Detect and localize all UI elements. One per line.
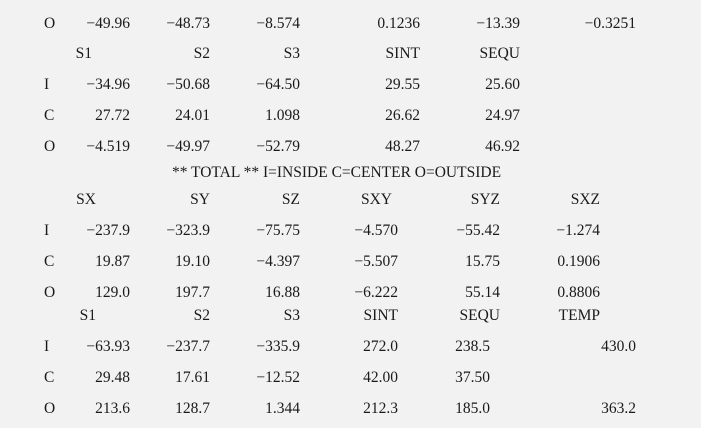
value-cell: −323.9	[166, 222, 210, 239]
value-cell: −13.39	[476, 15, 520, 32]
column-header: S2	[193, 307, 210, 324]
value-cell: 212.3	[363, 400, 398, 417]
value-cell: 17.61	[175, 369, 210, 386]
value-cell: 15.75	[465, 253, 500, 270]
column-header: S3	[283, 45, 300, 62]
value-cell: −75.75	[256, 222, 300, 239]
column-header: SYZ	[470, 191, 500, 208]
column-header: SINT	[363, 307, 398, 324]
table-row	[0, 73, 701, 97]
value-cell: −55.42	[456, 222, 500, 239]
table-row	[0, 281, 701, 305]
value-cell: 128.7	[175, 400, 210, 417]
column-header: SY	[190, 191, 210, 208]
value-cell: −5.507	[354, 253, 398, 270]
table-row	[0, 135, 701, 159]
value-cell: 27.72	[95, 107, 130, 124]
value-cell: −1.274	[556, 222, 600, 239]
value-cell: 46.92	[485, 138, 520, 155]
column-header: S1	[79, 307, 96, 324]
section-banner-text: ** TOTAL ** I=INSIDE C=CENTER O=OUTSIDE	[171, 164, 502, 181]
value-cell: 213.6	[95, 400, 130, 417]
value-cell: −12.52	[256, 369, 300, 386]
value-cell: 37.50	[455, 369, 490, 386]
value-cell: 363.2	[601, 400, 636, 417]
value-cell: 185.0	[455, 400, 490, 417]
value-cell: 55.14	[465, 284, 500, 301]
row-label: C	[44, 253, 55, 270]
value-cell: 26.62	[385, 107, 420, 124]
value-cell: −64.50	[256, 76, 300, 93]
value-cell: 1.098	[265, 107, 300, 124]
value-cell: 29.55	[385, 76, 420, 93]
value-cell: −34.96	[86, 76, 130, 93]
column-header: SEQU	[459, 307, 500, 324]
row-label: O	[44, 15, 56, 32]
row-label: I	[44, 76, 50, 93]
table-row	[0, 12, 701, 36]
value-cell: −4.397	[256, 253, 300, 270]
column-header: S2	[193, 45, 210, 62]
table-row	[0, 250, 701, 274]
column-header: TEMP	[558, 307, 600, 324]
value-cell: 238.5	[455, 338, 490, 355]
value-cell: 24.97	[485, 107, 520, 124]
column-header: SX	[76, 191, 96, 208]
value-cell: 272.0	[363, 338, 398, 355]
column-headers	[0, 188, 701, 212]
column-headers	[0, 42, 701, 66]
table-row	[0, 104, 701, 128]
value-cell: 129.0	[95, 284, 130, 301]
value-cell: 48.27	[385, 138, 420, 155]
value-cell: 16.88	[265, 284, 300, 301]
row-label: C	[44, 369, 55, 386]
column-header: SEQU	[479, 45, 520, 62]
value-cell: 29.48	[95, 369, 130, 386]
value-cell: −50.68	[166, 76, 210, 93]
table-row	[0, 219, 701, 243]
row-label: O	[44, 138, 56, 155]
row-label: I	[44, 222, 50, 239]
value-cell: 19.10	[175, 253, 210, 270]
column-header: SINT	[385, 45, 420, 62]
value-cell: −0.3251	[584, 15, 636, 32]
value-cell: −6.222	[354, 284, 398, 301]
value-cell: −237.9	[86, 222, 130, 239]
value-cell: 0.8806	[557, 284, 600, 301]
column-header: S3	[283, 307, 300, 324]
value-cell: 24.01	[175, 107, 210, 124]
row-label: I	[44, 338, 50, 355]
column-header: S1	[75, 45, 92, 62]
value-cell: −4.570	[354, 222, 398, 239]
value-cell: −335.9	[256, 338, 300, 355]
value-cell: 430.0	[601, 338, 636, 355]
column-headers	[0, 304, 701, 328]
table-row	[0, 335, 701, 359]
column-header: SXY	[360, 191, 392, 208]
value-cell: −49.96	[86, 15, 130, 32]
value-cell: −49.97	[166, 138, 210, 155]
column-header: SZ	[281, 191, 300, 208]
value-cell: 0.1236	[377, 15, 420, 32]
row-label: C	[44, 107, 55, 124]
value-cell: 42.00	[363, 369, 398, 386]
value-cell: −237.7	[166, 338, 210, 355]
column-header: SXZ	[570, 191, 600, 208]
table-row	[0, 366, 701, 390]
value-cell: −63.93	[86, 338, 130, 355]
value-cell: 25.60	[485, 76, 520, 93]
value-cell: 1.344	[265, 400, 300, 417]
value-cell: 0.1906	[557, 253, 600, 270]
value-cell: −8.574	[256, 15, 300, 32]
row-label: O	[44, 400, 56, 417]
value-cell: 197.7	[175, 284, 210, 301]
row-label: O	[44, 284, 56, 301]
value-cell: 19.87	[95, 253, 130, 270]
value-cell: −52.79	[256, 138, 300, 155]
table-row	[0, 397, 701, 421]
value-cell: −48.73	[166, 15, 210, 32]
section-banner	[0, 161, 701, 185]
value-cell: −4.519	[86, 138, 130, 155]
